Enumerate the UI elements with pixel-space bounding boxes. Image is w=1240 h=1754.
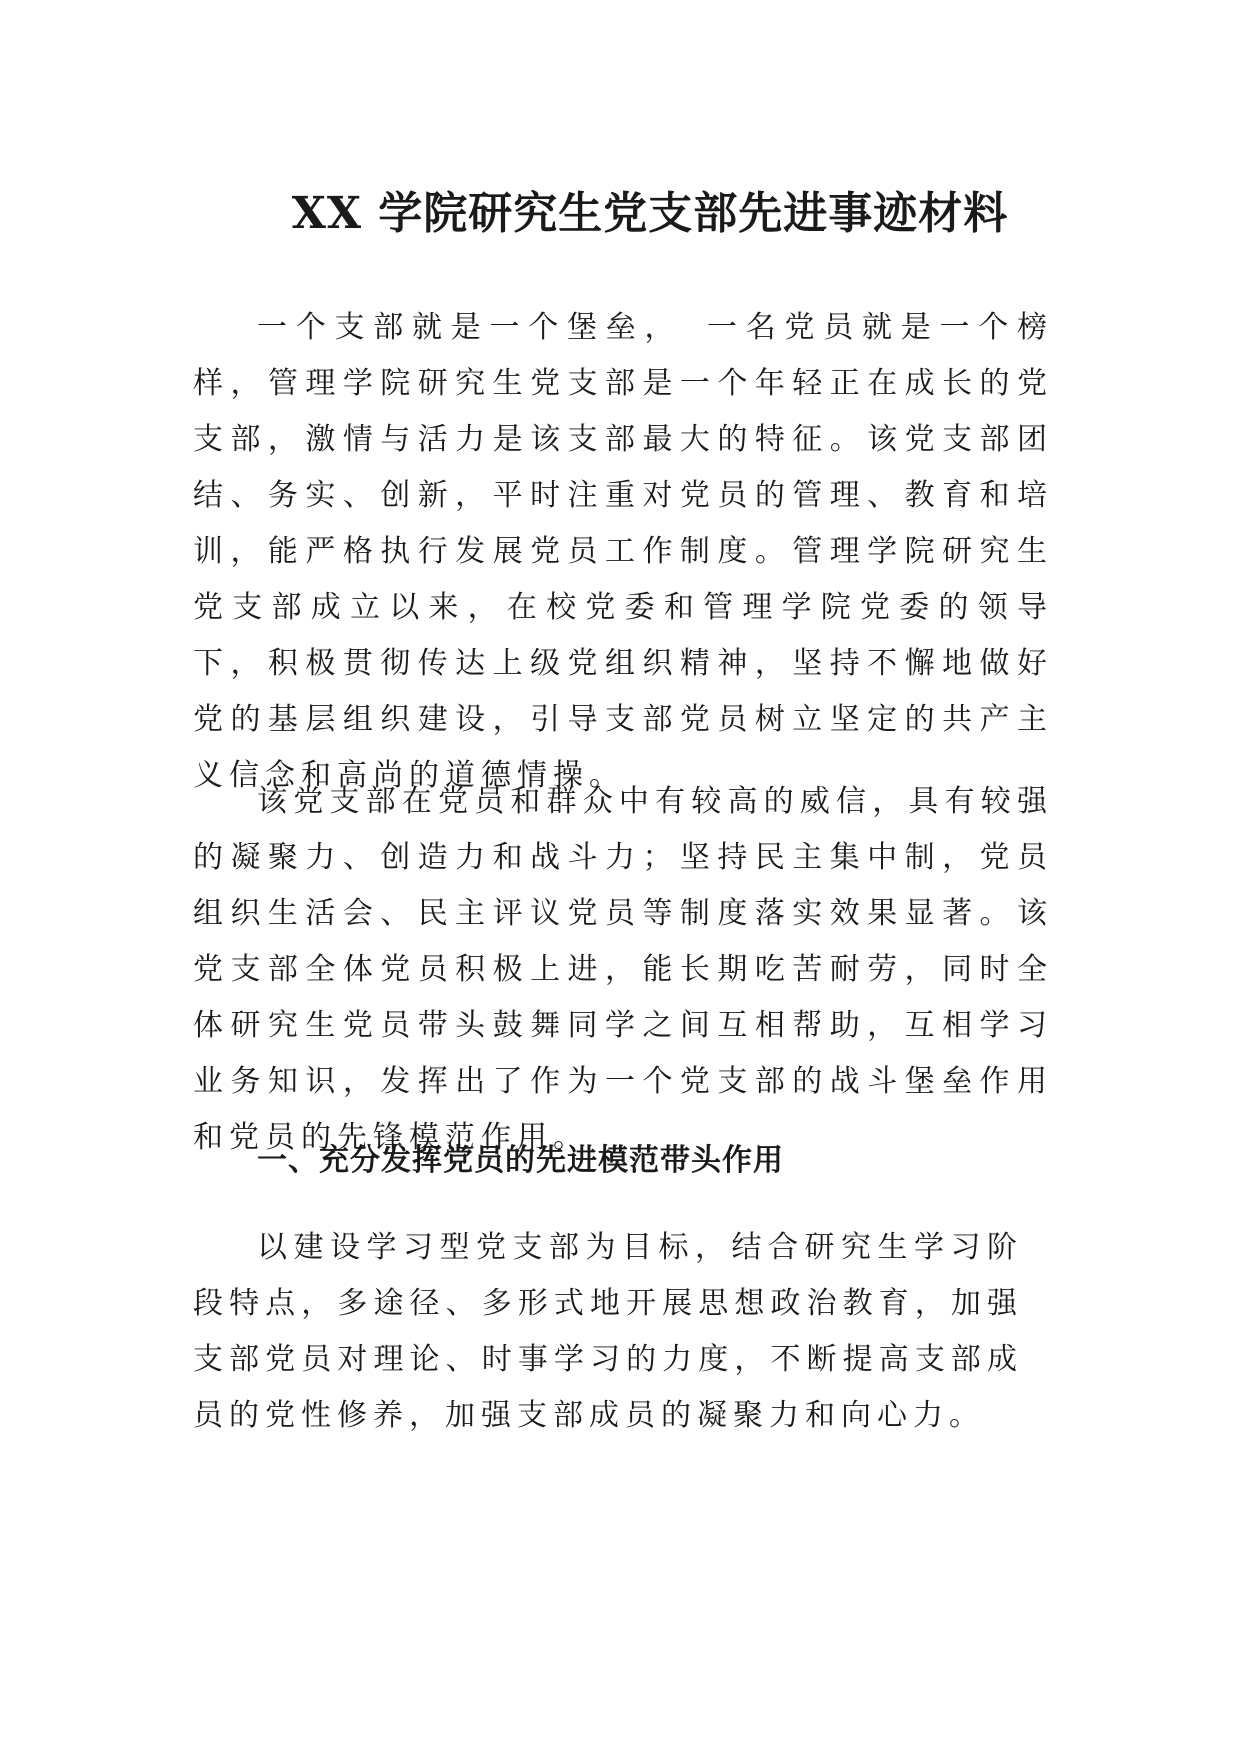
paragraph-learning: 以建设学习型党支部为目标，结合研究生学习阶段特点，多途径、多形式地开展思想政治教育，加强支部党员对理论、时事学习的力度，不断提高支部成员的党性修养，加强支部成员的凝聚力和向心力。 bbox=[193, 1230, 1023, 1433]
paragraph-prestige: 该党支部在党员和群众中有较高的威信，具有较强的凝聚力、创造力和战斗力；坚持民主集中制，党员组织生活会、民主评议党员等制度落实效果显著。该党支部全体党员积极上进，能长期吃苦耐劳，同时全体研究生党员带头鼓舞同学之间互相帮助，互相学习业务知识，发挥出了作为一个党支部的战斗堡垒作用和党员的先锋模范作用。 bbox=[193, 784, 1053, 1155]
paragraph-intro: 一个支部就是一个堡垒， 一名党员就是一个榜样，管理学院研究生党支部是一个年轻正在成长的党支部，激情与活力是该支部最大的特征。该党支部团结、务实、创新，平时注重对党员的管理、教育和培训，能严格执行发展党员工作制度。管理学院研究生党支部成立以来，在校党委和管理学院党委的领导下，积极贯彻传达上级党组织精神，坚持不懈地做好党的基层组织建设，引导支部党员树立坚定的共产主义信念和高尚的道德情操。 bbox=[193, 310, 1053, 793]
section-heading: 一、充分发挥党员的先进模范带头作用 bbox=[257, 1143, 784, 1178]
document-title: XX 学院研究生党支部先进事迹材料 bbox=[291, 188, 1009, 240]
